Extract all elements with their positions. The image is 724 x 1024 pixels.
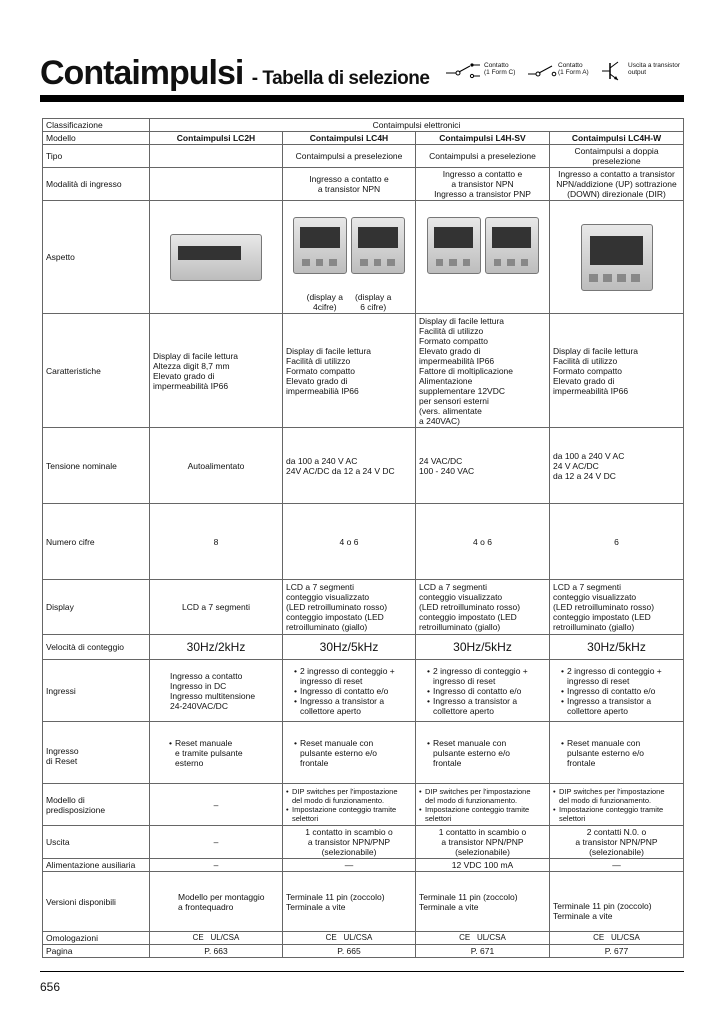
reset-item: • Reset manuale e tramite pulsante esterno	[169, 738, 279, 768]
tipo-cell: Contaimpulsi a preselezione	[283, 145, 416, 168]
label-uscita: Uscita	[43, 826, 150, 859]
row-tensione	[43, 428, 684, 504]
tensione-cell: Autoalimentato	[150, 428, 283, 504]
ingressi-item: • 2 ingresso di conteggio + ingresso di reset	[294, 666, 412, 686]
label-display: Display	[43, 580, 150, 635]
ingressi-item: • 2 ingresso di conteggio + ingresso di reset	[427, 666, 546, 686]
title-main: Contaimpulsi	[40, 54, 244, 92]
ingressi-item: • Ingresso a transistor a collettore aperto	[427, 696, 546, 716]
caption-4digit: (display a 4cifre)	[306, 292, 343, 312]
display-cell: LCD a 7 segmenti conteggio visualizzato (LED retroilluminato rosso) conteggio impostato (LED retroilluminato (giallo)	[283, 580, 416, 635]
model-lc4h-w: Contaimpulsi LC4H-W	[550, 132, 684, 145]
row-alimentazione	[43, 859, 684, 872]
alimentazione-cell: 12 VDC 100 mA	[416, 859, 550, 872]
tipo-cell: Contaimpulsi a preselezione	[416, 145, 550, 168]
predisposizione-item: • Impostazione conteggio tramite selettori	[286, 805, 412, 823]
predisposizione-cell	[550, 784, 684, 826]
pagina-cell: P. 663	[150, 945, 283, 958]
modalita-cell: Ingresso a contatto a transistor NPN/addizione (UP) sottrazione (DOWN) direzionale (DIR)	[550, 168, 684, 201]
predisposizione-item: • DIP switches per l'impostazione del modo di funzionamento.	[419, 787, 546, 805]
image-lc2h	[150, 201, 283, 314]
row-ingressi	[43, 660, 684, 722]
row-omologazioni	[43, 932, 684, 945]
caratteristiche-cell: Display di facile lettura Facilità di utilizzo Formato compatto Elevato grado di impermeabilià IP66	[283, 314, 416, 428]
predisposizione-cell	[416, 784, 550, 826]
ingressi-item: • Ingresso di contatto e/o	[294, 686, 412, 696]
predisposizione-cell: –	[150, 784, 283, 826]
display-cell: LCD a 7 segmenti	[150, 580, 283, 635]
uscita-cell: 2 contatti N.0. o a transistor NPN/PNP (selezionabile)	[550, 826, 684, 859]
label-pagina: Pagina	[43, 945, 150, 958]
ingressi-cell	[550, 660, 684, 722]
reset-cell	[283, 722, 416, 784]
row-classificazione	[43, 119, 684, 132]
contact-a-icon	[528, 62, 558, 80]
cifre-cell: 4 o 6	[283, 504, 416, 580]
velocita-cell: 30Hz/5kHz	[416, 635, 550, 660]
row-display	[43, 580, 684, 635]
contact-c-icon	[446, 62, 480, 80]
predisposizione-item: • Impostazione conteggio tramite selettori	[419, 805, 546, 823]
model-lc4h: Contaimpulsi LC4H	[283, 132, 416, 145]
label-tipo: Tipo	[43, 145, 150, 168]
omologazioni-cell: CE UL/CSA	[550, 932, 684, 945]
caratteristiche-cell: Display di facile lettura Altezza digit 8,7 mm Elevato grado di impermeabilità IP66	[150, 314, 283, 428]
counter-lc4h-4digit-image	[293, 217, 347, 274]
modalita-cell: Ingresso a contatto e a transistor NPN Ingresso a transistor PNP	[416, 168, 550, 201]
row-aspetto	[43, 201, 684, 314]
reset-cell	[150, 722, 283, 784]
label-alimentazione: Alimentazione ausiliaria	[43, 859, 150, 872]
omologazioni-cell: CE UL/CSA	[416, 932, 550, 945]
model-l4h-sv: Contaimpulsi L4H-SV	[416, 132, 550, 145]
row-velocita	[43, 635, 684, 660]
predisposizione-item: • Impostazione conteggio tramite selettori	[553, 805, 680, 823]
tensione-cell: 24 VAC/DC 100 - 240 VAC	[416, 428, 550, 504]
display-cell: LCD a 7 segmenti conteggio visualizzato (LED retroilluminato rosso) conteggio impostato (LED retroilluminato (giallo)	[416, 580, 550, 635]
legend-c-text: Contatto (1 Form C)	[484, 62, 516, 76]
title-sub: - Tabella di selezione	[251, 68, 430, 89]
cifre-cell: 6	[550, 504, 684, 580]
pagina-cell: P. 671	[416, 945, 550, 958]
image-l4h-sv	[416, 201, 550, 314]
row-caratteristiche	[43, 314, 684, 428]
ingressi-item: • Ingresso di contatto e/o	[427, 686, 546, 696]
versioni-cell: Terminale 11 pin (zoccolo) Terminale a vite	[416, 872, 550, 932]
omologazioni-cell: CE UL/CSA	[283, 932, 416, 945]
ingressi-cell	[416, 660, 550, 722]
row-tipo	[43, 145, 684, 168]
predisposizione-cell	[283, 784, 416, 826]
ingressi-cell	[283, 660, 416, 722]
label-versioni: Versioni disponibili	[43, 872, 150, 932]
label-modello: Modello	[43, 132, 150, 145]
reset-item: • Reset manuale con pulsante esterno e/o frontale	[561, 738, 680, 768]
counter-lc4h-6digit-image	[351, 217, 405, 274]
counter-lc4h-w-image	[581, 224, 653, 291]
modalita-cell	[150, 168, 283, 201]
row-uscita	[43, 826, 684, 859]
image-lc4h	[283, 201, 416, 314]
legend-t-text: Uscita a transistor output	[628, 62, 681, 76]
label-caratteristiche: Caratteristiche	[43, 314, 150, 428]
caption-6digit: (display a 6 cifre)	[355, 292, 392, 312]
label-modalita: Modalità di ingresso	[43, 168, 150, 201]
pagina-cell: P. 665	[283, 945, 416, 958]
ingressi-item: • Ingresso di contatto e/o	[561, 686, 680, 696]
alimentazione-cell: —	[550, 859, 684, 872]
predisposizione-item: • DIP switches per l'impostazione del modo di funzionamento.	[553, 787, 680, 805]
cifre-cell: 4 o 6	[416, 504, 550, 580]
label-aspetto: Aspetto	[43, 201, 150, 314]
reset-cell	[416, 722, 550, 784]
image-lc4h-w	[550, 201, 684, 314]
row-versioni	[43, 872, 684, 932]
caratteristiche-cell: Display di facile lettura Facilità di utilizzo Formato compatto Elevato grado di impermeabilità IP66 Fattore di moltiplicazione Alimentazione supplementare 12VDC per sensori esterni (vers. alimentate a 240VAC)	[416, 314, 550, 428]
cifre-cell: 8	[150, 504, 283, 580]
counter-l4h-sv-image-1	[427, 217, 481, 274]
versioni-cell: Terminale 11 pin (zoccolo) Terminale a vite	[550, 872, 684, 932]
reset-item: • Reset manuale con pulsante esterno e/o frontale	[294, 738, 412, 768]
label-omologazioni: Omologazioni	[43, 932, 150, 945]
tipo-cell: Contaimpulsi a doppia preselezione	[550, 145, 684, 168]
page-number: 656	[40, 980, 61, 994]
tipo-cell	[150, 145, 283, 168]
transistor-icon	[602, 60, 626, 82]
label-ingressi: Ingressi	[43, 660, 150, 722]
label-reset: Ingresso di Reset	[43, 722, 150, 784]
label-predisposizione: Modello di predisposizione	[43, 784, 150, 826]
row-predisposizione	[43, 784, 684, 826]
display-cell: LCD a 7 segmenti conteggio visualizzato (LED retroilluminato rosso) conteggio impostato (LED retroilluminato (giallo)	[550, 580, 684, 635]
versioni-cell: Terminale 11 pin (zoccolo) Terminale a vite	[283, 872, 416, 932]
predisposizione-item: • DIP switches per l'impostazione del modo di funzionamento.	[286, 787, 412, 805]
ingressi-item: • Ingresso a transistor a collettore aperto	[294, 696, 412, 716]
alimentazione-cell: –	[150, 859, 283, 872]
counter-l4h-sv-image-2	[485, 217, 539, 274]
alimentazione-cell: —	[283, 859, 416, 872]
header-rule	[40, 95, 684, 102]
uscita-cell: –	[150, 826, 283, 859]
versioni-cell: Modello per montaggio a frontequadro	[150, 872, 283, 932]
omologazioni-cell: CE UL/CSA	[150, 932, 283, 945]
model-lc2h: Contaimpulsi LC2H	[150, 132, 283, 145]
value-classificazione: Contaimpulsi elettronici	[150, 119, 684, 132]
uscita-cell: 1 contatto in scambio o a transistor NPN/PNP (selezionabile)	[416, 826, 550, 859]
row-reset	[43, 722, 684, 784]
tensione-cell: da 100 a 240 V AC 24 V AC/DC da 12 a 24 V DC	[550, 428, 684, 504]
row-pagina	[43, 945, 684, 958]
ingressi-item: • Ingresso a transistor a collettore aperto	[561, 696, 680, 716]
label-cifre: Numero cifre	[43, 504, 150, 580]
velocita-cell: 30Hz/5kHz	[550, 635, 684, 660]
ingressi-lc2h: Ingresso a contatto Ingresso in DC Ingresso multitensione 24-240VAC/DC	[150, 660, 283, 722]
uscita-cell: 1 contatto in scambio o a transistor NPN/PNP (selezionabile)	[283, 826, 416, 859]
ingressi-item: • 2 ingresso di conteggio + ingresso di reset	[561, 666, 680, 686]
velocita-cell: 30Hz/5kHz	[283, 635, 416, 660]
label-velocita: Velocità di conteggio	[43, 635, 150, 660]
counter-lc2h-image	[170, 234, 262, 281]
reset-cell	[550, 722, 684, 784]
modalita-cell: Ingresso a contatto e a transistor NPN	[283, 168, 416, 201]
label-tensione: Tensione nominale	[43, 428, 150, 504]
row-modello	[43, 132, 684, 145]
row-modalita	[43, 168, 684, 201]
pagina-cell: P. 677	[550, 945, 684, 958]
label-classificazione: Classificazione	[43, 119, 150, 132]
page-title	[40, 54, 429, 93]
footer-rule	[40, 971, 684, 972]
legend-a-text: Contatto (1 Form A)	[558, 62, 589, 76]
tensione-cell: da 100 a 240 V AC 24V AC/DC da 12 a 24 V DC	[283, 428, 416, 504]
reset-item: • Reset manuale con pulsante esterno e/o frontale	[427, 738, 546, 768]
selection-table	[42, 118, 684, 958]
caratteristiche-cell: Display di facile lettura Facilità di utilizzo Formato compatto Elevato grado di impermeabilità IP66	[550, 314, 684, 428]
velocita-cell: 30Hz/2kHz	[150, 635, 283, 660]
row-cifre	[43, 504, 684, 580]
